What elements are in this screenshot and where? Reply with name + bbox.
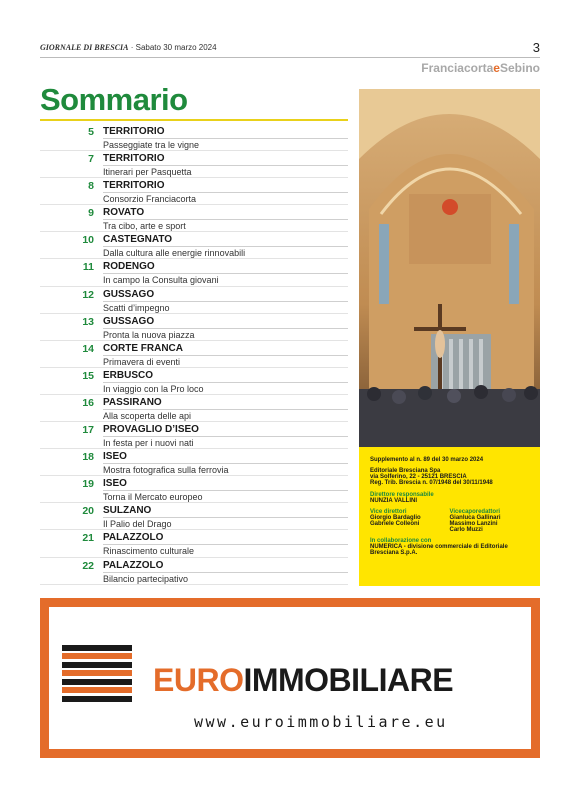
euroimmobiliare-stripes-logo-icon: [62, 645, 132, 702]
toc-page-number: 17: [82, 424, 94, 437]
collaboration-partner: NUMERICA - divisione commerciale di Editoriale Bresciana S.p.A.: [370, 544, 508, 556]
toc-entry: [40, 422, 348, 449]
toc-row-divider: [103, 490, 348, 491]
church-interior-photo: [359, 89, 540, 447]
toc-entry: [40, 205, 348, 232]
toc-subtitle: Pronta la nuova piazza: [103, 329, 195, 340]
toc-subtitle: Tra cibo, arte e sport: [103, 221, 186, 232]
page-title: Sommario: [40, 82, 188, 117]
toc-page-number: 5: [88, 126, 94, 138]
collaboration-label: In collaborazione con: [370, 538, 432, 544]
toc-entry: [40, 232, 348, 259]
toc-subtitle: Scatti d’impegno: [103, 302, 170, 313]
toc-section-name: ROVATO: [103, 207, 145, 219]
church-photo-illustration: [359, 89, 540, 447]
toc-row-divider: [103, 463, 348, 464]
toc-page-number: 18: [82, 451, 94, 464]
toc-section-name: ISEO: [103, 451, 127, 463]
toc-row-divider: [103, 517, 348, 518]
deputy-editor-3: Carlo Muzzi: [449, 527, 483, 533]
toc-entry: [40, 530, 348, 557]
toc-page-number: 13: [82, 315, 94, 328]
toc-section-name: CASTEGNATO: [103, 234, 173, 246]
toc-entry: [40, 314, 348, 341]
toc-row-divider: [103, 544, 348, 545]
toc-subtitle: Itinerari per Pasquetta: [103, 167, 192, 178]
toc-section-name: TERRITORIO: [103, 153, 165, 165]
header-separator: ·: [130, 43, 134, 52]
toc-subtitle: Torna il Mercato europeo: [103, 492, 203, 503]
toc-row-divider: [103, 165, 348, 166]
colophon-box: [359, 447, 540, 586]
publisher-name: Editoriale Bresciana Spa: [370, 468, 441, 474]
toc-section-name: TERRITORIO: [103, 180, 165, 192]
toc-section-name: GUSSAGO: [103, 315, 155, 327]
toc-subtitle: Bilancio partecipativo: [103, 573, 189, 584]
toc-page-number: 12: [82, 288, 94, 301]
toc-row-divider: [103, 273, 348, 274]
toc-subtitle: Consorzio Franciacorta: [103, 194, 197, 205]
toc-page-number: 16: [82, 396, 94, 409]
toc-subtitle: Rinascimento culturale: [103, 546, 195, 557]
toc-entry: [40, 368, 348, 395]
vice-director-2: Gabriele Colleoni: [370, 521, 420, 527]
toc-row-divider: [103, 328, 348, 329]
table-of-contents: [40, 124, 348, 585]
director-label: Direttore responsabile: [370, 492, 434, 498]
toc-section-name: PALAZZOLO: [103, 532, 164, 544]
toc-page-number: 21: [82, 532, 94, 545]
toc-row-divider: [103, 572, 348, 573]
supplement-info: Supplemento al n. 89 del 30 marzo 2024: [370, 457, 484, 463]
toc-page-number: 11: [82, 261, 94, 274]
toc-entry: [40, 151, 348, 178]
toc-subtitle: Passeggiate tra le vigne: [103, 140, 200, 150]
header-divider: [40, 57, 540, 58]
wordmark-euro: EURO: [153, 662, 244, 698]
toc-page-number: 19: [82, 478, 94, 491]
brand-franciacorta: Franciacorta: [421, 61, 494, 75]
toc-subtitle: In festa per i nuovi nati: [103, 438, 194, 449]
section-brand: [421, 61, 540, 75]
vice-directors-label: Vice direttori: [370, 509, 407, 515]
toc-row-divider: [103, 436, 348, 437]
toc-subtitle: Primavera di eventi: [103, 356, 181, 367]
toc-entry: [40, 476, 348, 503]
toc-page-number: 15: [82, 369, 94, 382]
vice-director-1: Giorgio Bardaglio: [370, 515, 421, 521]
toc-subtitle: Mostra fotografica sulla ferrovia: [103, 465, 229, 476]
toc-entry: [40, 449, 348, 476]
court-registration: Reg. Trib. Brescia n. 07/1948 del 30/11/1948: [370, 480, 493, 486]
toc-row-divider: [103, 409, 348, 410]
toc-row-divider: [103, 219, 348, 220]
toc-row-divider: [103, 355, 348, 356]
toc-section-name: PALAZZOLO: [103, 559, 164, 571]
ad-website-link[interactable]: www.euroimmobiliare.eu: [194, 713, 448, 731]
toc-row-divider: [103, 138, 348, 139]
toc-section-name: SULZANO: [103, 505, 152, 517]
toc-page-number: 9: [88, 207, 94, 220]
running-header: [40, 43, 217, 52]
brand-sebino: Sebino: [499, 61, 540, 75]
toc-entry: [40, 395, 348, 422]
toc-row-divider: [103, 246, 348, 247]
publisher-address: via Solferino, 22 - 25121 BRESCIA: [370, 474, 467, 480]
toc-subtitle: Dalla cultura alle energie rinnovabili: [103, 248, 246, 259]
toc-entry: [40, 341, 348, 368]
toc-entry: [40, 124, 348, 151]
euroimmobiliare-wordmark: [153, 662, 453, 699]
toc-page-number: 8: [88, 180, 94, 193]
euroimmobiliare-advertisement[interactable]: [40, 598, 540, 758]
toc-section-name: CORTE FRANCA: [103, 342, 183, 354]
toc-entry: [40, 503, 348, 530]
toc-section-name: ERBUSCO: [103, 369, 154, 381]
toc-row-divider: [103, 382, 348, 383]
toc-page-number: 7: [88, 153, 94, 166]
brand-e: e: [493, 61, 500, 75]
toc-subtitle: Alla scoperta delle api: [103, 410, 192, 421]
toc-subtitle: In viaggio con la Pro loco: [103, 383, 204, 394]
wordmark-immobiliare: IMMOBILIARE: [243, 662, 454, 698]
toc-entry: [40, 558, 348, 585]
toc-page-number: 22: [82, 559, 94, 572]
toc-section-name: RODENGO: [103, 261, 155, 273]
page-number: 3: [532, 40, 540, 55]
title-underline: [40, 119, 348, 121]
publication-name: GIORNALE DI BRESCIA: [40, 43, 129, 52]
deputy-editors-label: Vicecaporedattori: [449, 509, 501, 515]
toc-row-divider: [103, 301, 348, 302]
toc-section-name: GUSSAGO: [103, 288, 155, 300]
toc-page-number: 20: [82, 505, 94, 518]
toc-subtitle: In campo la Consulta giovani: [103, 275, 219, 286]
deputy-editor-1: Gianluca Gallinari: [449, 515, 501, 521]
toc-section-name: TERRITORIO: [103, 126, 165, 137]
publication-date: Sabato 30 marzo 2024: [135, 43, 217, 52]
deputy-editor-2: Massimo Lanzini: [449, 521, 498, 527]
toc-section-name: PASSIRANO: [103, 396, 162, 408]
toc-entry: [40, 178, 348, 205]
toc-row-divider: [103, 192, 348, 193]
toc-subtitle: Il Palio del Drago: [103, 519, 172, 530]
toc-page-number: 10: [82, 234, 94, 247]
toc-entry: [40, 287, 348, 314]
toc-page-number: 14: [82, 342, 94, 355]
toc-section-name: PROVAGLIO D’ISEO: [103, 424, 199, 436]
toc-section-name: ISEO: [103, 478, 127, 490]
toc-entry: [40, 259, 348, 286]
director-name: NUNZIA VALLINI: [370, 498, 417, 504]
